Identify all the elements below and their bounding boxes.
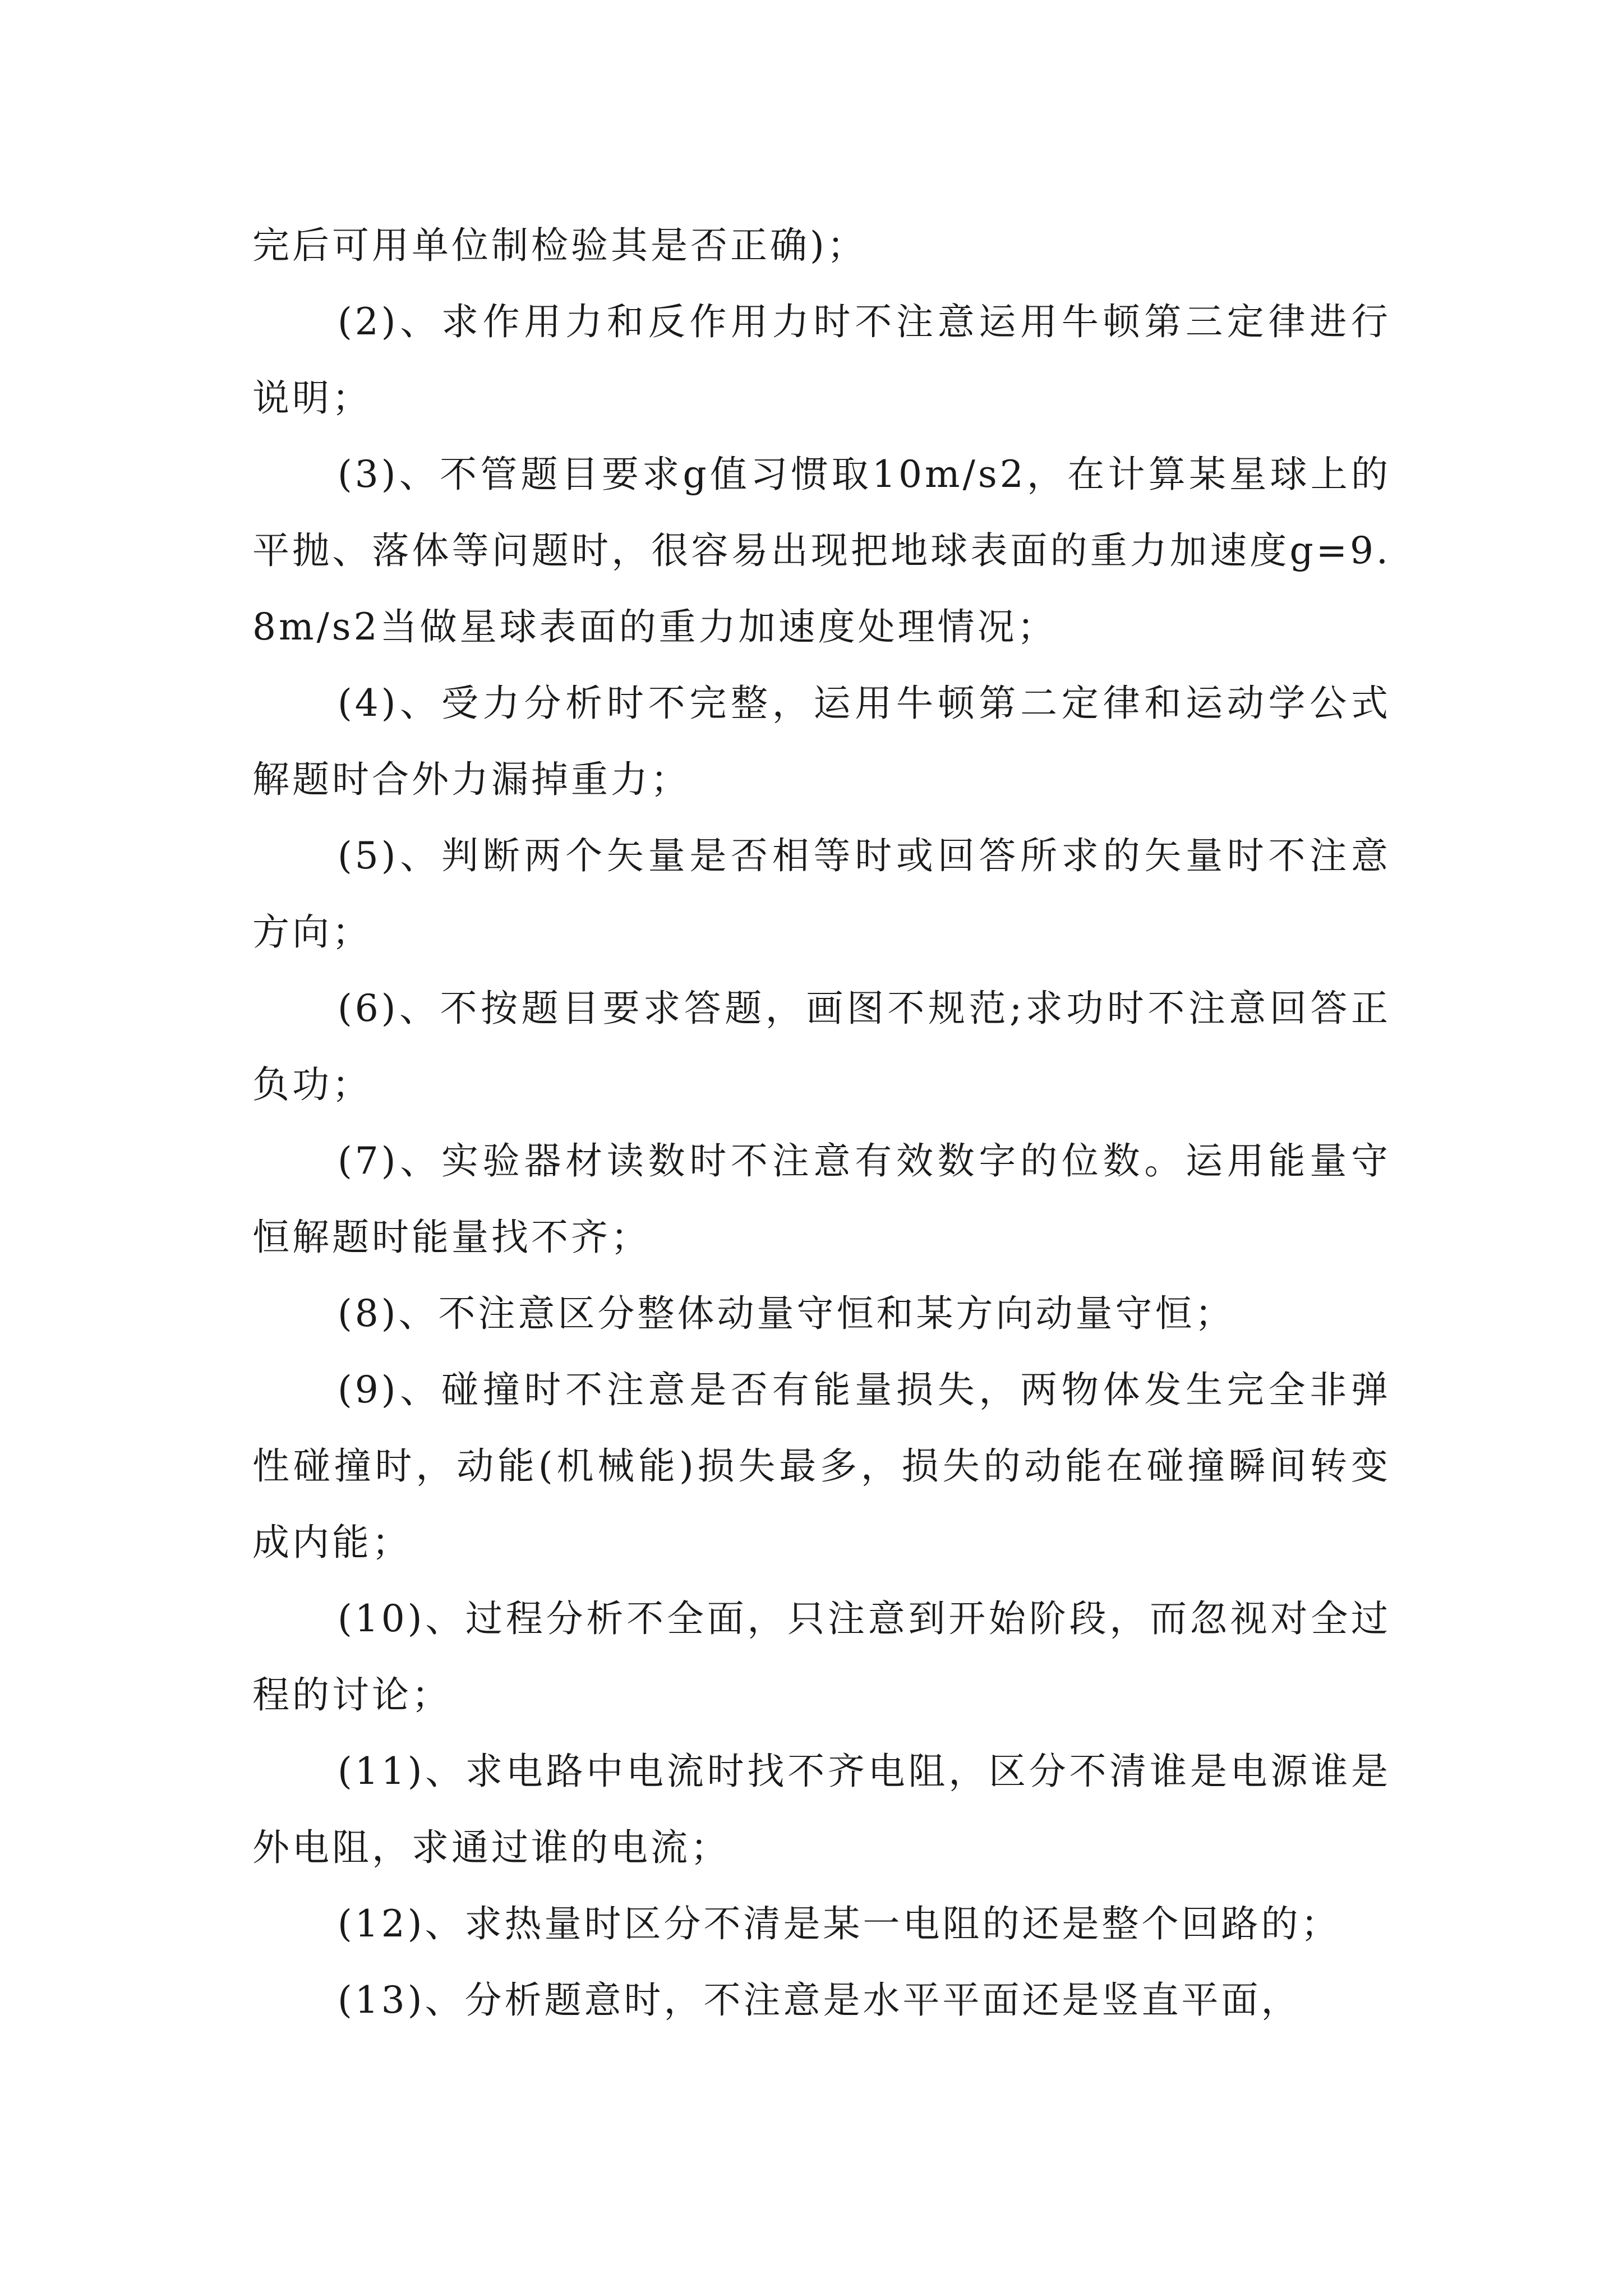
document-page bbox=[252, 208, 1391, 2039]
paragraph-continuation: 完后可用单位制检验其是否正确)； bbox=[252, 224, 867, 267]
paragraph-item-11: (11)、求电路中电流时找不齐电阻，区分不清谁是电源谁是外电阻，求通过谁的电流； bbox=[252, 1750, 1391, 1869]
paragraph-item-5: (5)、判断两个矢量是否相等时或回答所求的矢量时不注意方向； bbox=[252, 834, 1391, 954]
paragraph-item-4: (4)、受力分析时不完整，运用牛顿第二定律和运动学公式解题时合外力漏掉重力； bbox=[252, 682, 1391, 801]
paragraph-item-13: (13)、分析题意时，不注意是水平平面还是竖直平面， bbox=[338, 1978, 1301, 2022]
paragraph-item-7: (7)、实验器材读数时不注意有效数字的位数。运用能量守恒解题时能量找不齐； bbox=[252, 1139, 1391, 1259]
paragraph-item-2: (2)、求作用力和反作用力时不注意运用牛顿第三定律进行说明； bbox=[252, 300, 1391, 420]
paragraph-item-12: (12)、求热量时区分不清是某一电阻的还是整个回路的； bbox=[338, 1902, 1341, 1945]
paragraph-item-10: (10)、过程分析不全面，只注意到开始阶段，而忽视对全过程的讨论； bbox=[252, 1597, 1391, 1717]
paragraph-item-6: (6)、不按题目要求答题，画图不规范;求功时不注意回答正负功； bbox=[252, 987, 1391, 1106]
paragraph-item-9: (9)、碰撞时不注意是否有能量损失，两物体发生完全非弹性碰撞时，动能(机械能)损失最多，损失的动能在碰撞瞬间转变成内能； bbox=[252, 1368, 1391, 1564]
paragraph-item-8: (8)、不注意区分整体动量守恒和某方向动量守恒； bbox=[338, 1292, 1235, 1335]
paragraph-item-3: (3)、不管题目要求g值习惯取10m/s2，在计算某星球上的平抛、落体等问题时，很容易出现把地球表面的重力加速度g=9.8m/s2当做星球表面的重力加速度处理情况； bbox=[252, 453, 1391, 648]
